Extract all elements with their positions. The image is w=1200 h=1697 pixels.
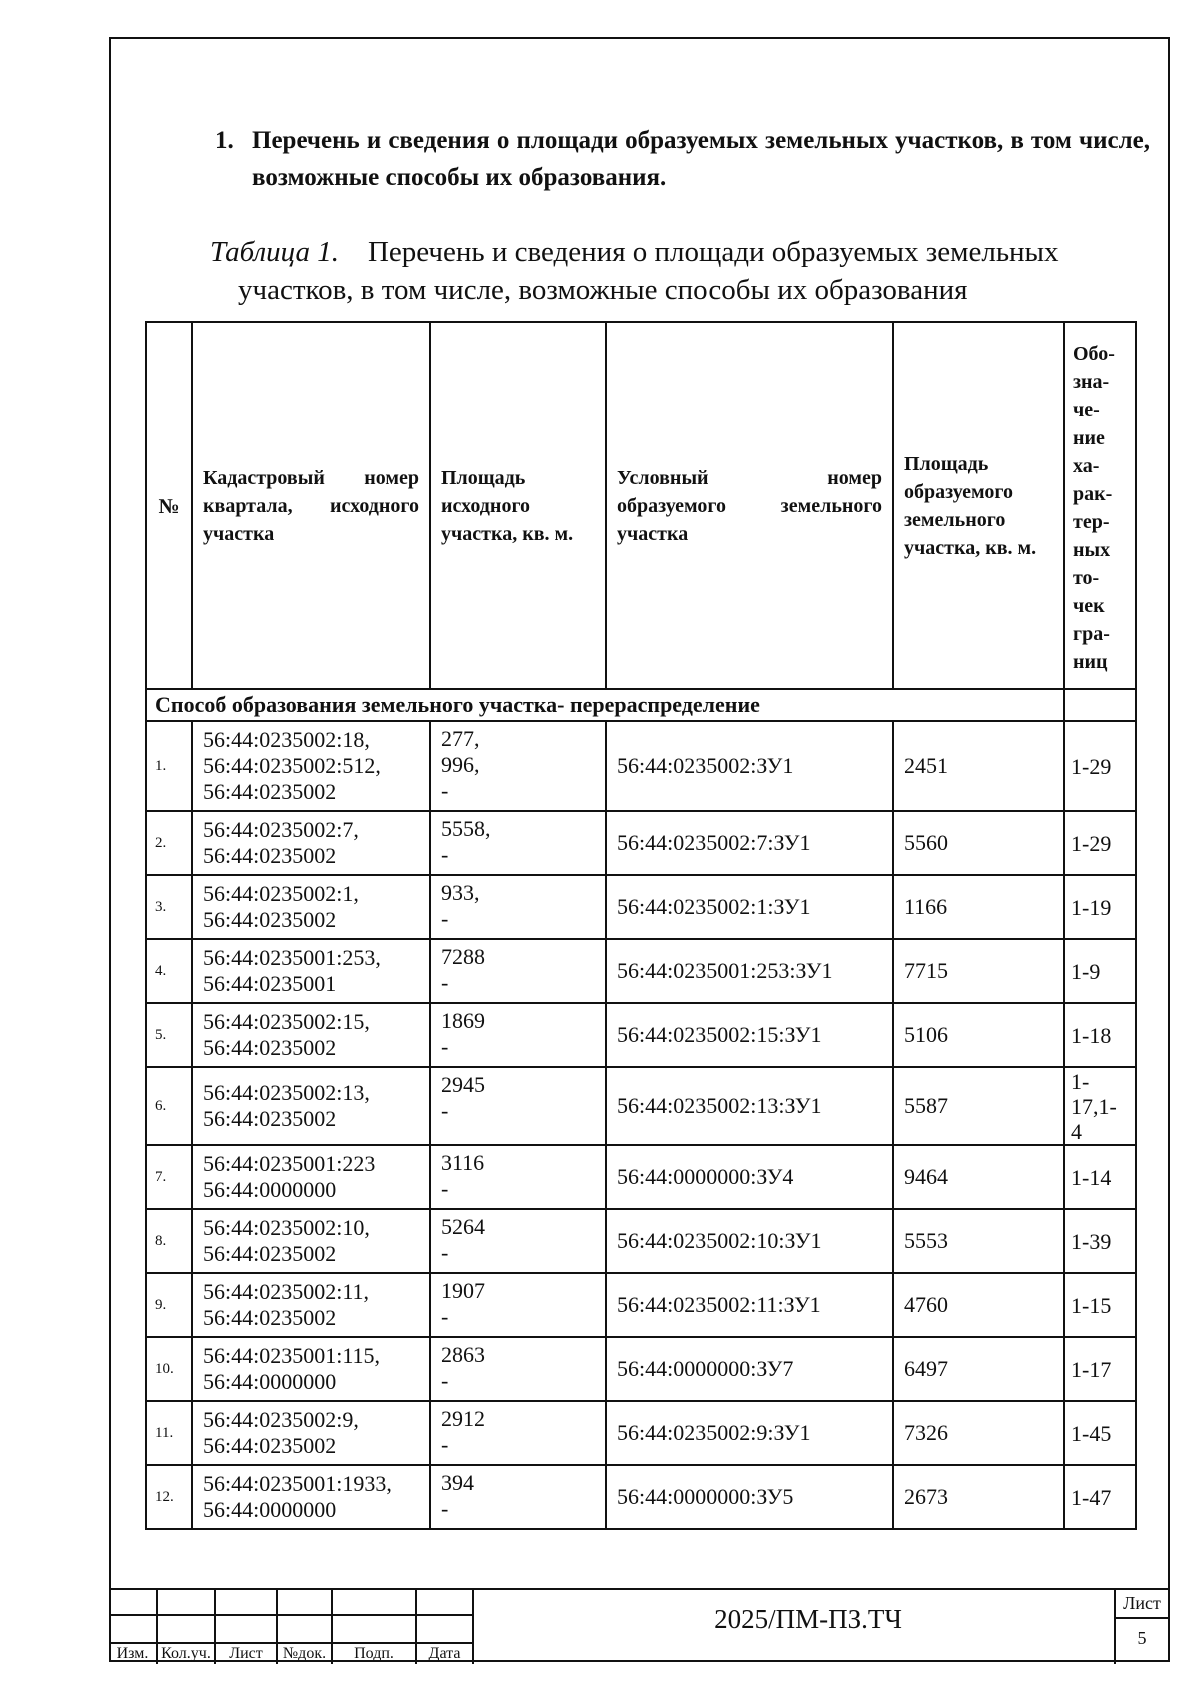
table-row [146,1145,1136,1209]
characteristic-points: 1-29 [1064,721,1136,811]
conditional-number: 56:44:0235002:15:ЗУ1 [606,1003,893,1067]
conditional-number: 56:44:0000000:ЗУ5 [606,1465,893,1529]
source-area: 5264 - [430,1209,606,1273]
conditional-number: 56:44:0235002:ЗУ1 [606,721,893,811]
cadastral-numbers: 56:44:0235001:1933, 56:44:0000000 [192,1465,430,1529]
source-area: 2863 - [430,1337,606,1401]
table-row [146,939,1136,1003]
row-number: 5. [146,1003,192,1067]
characteristic-points: 1- 17,1- 4 [1064,1067,1136,1145]
method-row [146,689,1136,721]
method-label: Способ образования земельного участка- перераспределение [146,689,1064,721]
sheet-label: Лист [1123,1593,1161,1613]
conditional-number: 56:44:0235002:9:ЗУ1 [606,1401,893,1465]
row-number: 2. [146,811,192,875]
row-number: 6. [146,1067,192,1145]
characteristic-points: 1-18 [1064,1003,1136,1067]
conditional-number: 56:44:0235002:11:ЗУ1 [606,1273,893,1337]
source-area: 3116 - [430,1145,606,1209]
new-area: 4760 [893,1273,1064,1337]
section-number: 1. [215,127,234,154]
characteristic-points: 1-47 [1064,1465,1136,1529]
table-header-row [146,322,1136,689]
characteristic-points: 1-19 [1064,875,1136,939]
table-caption-line2: участков, в том числе, возможные способы их образования [238,274,968,306]
cadastral-numbers: 56:44:0235002:11, 56:44:0235002 [192,1273,430,1337]
cadastral-numbers: 56:44:0235001:253, 56:44:0235001 [192,939,430,1003]
characteristic-points: 1-9 [1064,939,1136,1003]
row-number: 1. [146,721,192,811]
stamp-label-doc: №док. [282,1645,327,1662]
table-row [146,875,1136,939]
header-new-area: Площадь образуемого земельного участка, кв. м. [893,322,1064,689]
new-area: 7326 [893,1401,1064,1465]
new-area: 2451 [893,721,1064,811]
cadastral-numbers: 56:44:0235001:115, 56:44:0000000 [192,1337,430,1401]
table-row [146,1003,1136,1067]
row-number: 4. [146,939,192,1003]
table-caption-label: Таблица 1. [210,236,339,268]
source-area: 7288 - [430,939,606,1003]
header-source-area: Площадь исходного участка, кв. м. [430,322,606,689]
source-area: 5558, - [430,811,606,875]
table-row [146,1273,1136,1337]
stamp-label-change: Изм. [116,1645,149,1662]
cadastral-numbers: 56:44:0235002:18, 56:44:0235002:512, 56:44:0235002 [192,721,430,811]
header-characteristic-points-text: Обо- зна- че- ние ха- рак- тер- ных то- чек гра- ниц [1073,342,1115,673]
conditional-number: 56:44:0235002:7:ЗУ1 [606,811,893,875]
stamp-label-qty: Кол.уч. [161,1645,211,1662]
table-row [146,1209,1136,1273]
row-number: 3. [146,875,192,939]
conditional-number: 56:44:0000000:ЗУ4 [606,1145,893,1209]
title-block [109,1588,1170,1662]
characteristic-points: 1-29 [1064,811,1136,875]
cadastral-numbers: 56:44:0235002:10, 56:44:0235002 [192,1209,430,1273]
header-cadastral: Кадастровый номер квартала, исходного участка [192,322,430,689]
table-row [146,811,1136,875]
conditional-number: 56:44:0235002:13:ЗУ1 [606,1067,893,1145]
header-characteristic-points [1064,322,1136,689]
table-row [146,1401,1136,1465]
stamp-label-sign: Подп. [354,1645,394,1662]
new-area: 2673 [893,1465,1064,1529]
source-area: 1869 - [430,1003,606,1067]
table-row [146,1067,1136,1145]
row-number: 9. [146,1273,192,1337]
characteristic-points: 1-14 [1064,1145,1136,1209]
source-area: 277, 996, - [430,721,606,811]
table-row [146,721,1136,811]
row-number: 8. [146,1209,192,1273]
sheet-number: 5 [1137,1628,1147,1648]
header-conditional-number: Условный номер образуемого земельного участка [606,322,893,689]
conditional-number: 56:44:0000000:ЗУ7 [606,1337,893,1401]
table-row [146,1465,1136,1529]
characteristic-points: 1-45 [1064,1401,1136,1465]
new-area: 9464 [893,1145,1064,1209]
cadastral-numbers: 56:44:0235002:9, 56:44:0235002 [192,1401,430,1465]
row-number: 7. [146,1145,192,1209]
characteristic-points: 1-15 [1064,1273,1136,1337]
cadastral-numbers: 56:44:0235002:7, 56:44:0235002 [192,811,430,875]
conditional-number: 56:44:0235002:10:ЗУ1 [606,1209,893,1273]
source-area: 394 - [430,1465,606,1529]
row-number: 10. [146,1337,192,1401]
new-area: 5106 [893,1003,1064,1067]
cadastral-numbers: 56:44:0235002:1, 56:44:0235002 [192,875,430,939]
document-code: 2025/ПМ-ПЗ.ТЧ [714,1604,902,1634]
source-area: 2945 - [430,1067,606,1145]
method-empty-cell [1064,689,1136,721]
new-area: 1166 [893,875,1064,939]
row-number: 11. [146,1401,192,1465]
header-number: № [146,322,192,689]
conditional-number: 56:44:0235001:253:ЗУ1 [606,939,893,1003]
new-area: 5587 [893,1067,1064,1145]
new-area: 5560 [893,811,1064,875]
source-area: 1907 - [430,1273,606,1337]
section-title: Перечень и сведения о площади образуемых земельных участков, в том числе, возможные способы их образования. [252,127,1150,191]
stamp-label-date: Дата [428,1645,461,1662]
new-area: 6497 [893,1337,1064,1401]
new-area: 5553 [893,1209,1064,1273]
new-area: 7715 [893,939,1064,1003]
characteristic-points: 1-17 [1064,1337,1136,1401]
characteristic-points: 1-39 [1064,1209,1136,1273]
conditional-number: 56:44:0235002:1:ЗУ1 [606,875,893,939]
cadastral-numbers: 56:44:0235002:15, 56:44:0235002 [192,1003,430,1067]
cadastral-numbers: 56:44:0235002:13, 56:44:0235002 [192,1067,430,1145]
stamp-label-sheet: Лист [229,1645,263,1662]
table-row [146,1337,1136,1401]
table-caption-line1: Перечень и сведения о площади образуемых земельных [367,236,1059,268]
cadastral-numbers: 56:44:0235001:223 56:44:0000000 [192,1145,430,1209]
source-area: 933, - [430,875,606,939]
land-plots-table [145,321,1137,1530]
source-area: 2912 - [430,1401,606,1465]
row-number: 12. [146,1465,192,1529]
